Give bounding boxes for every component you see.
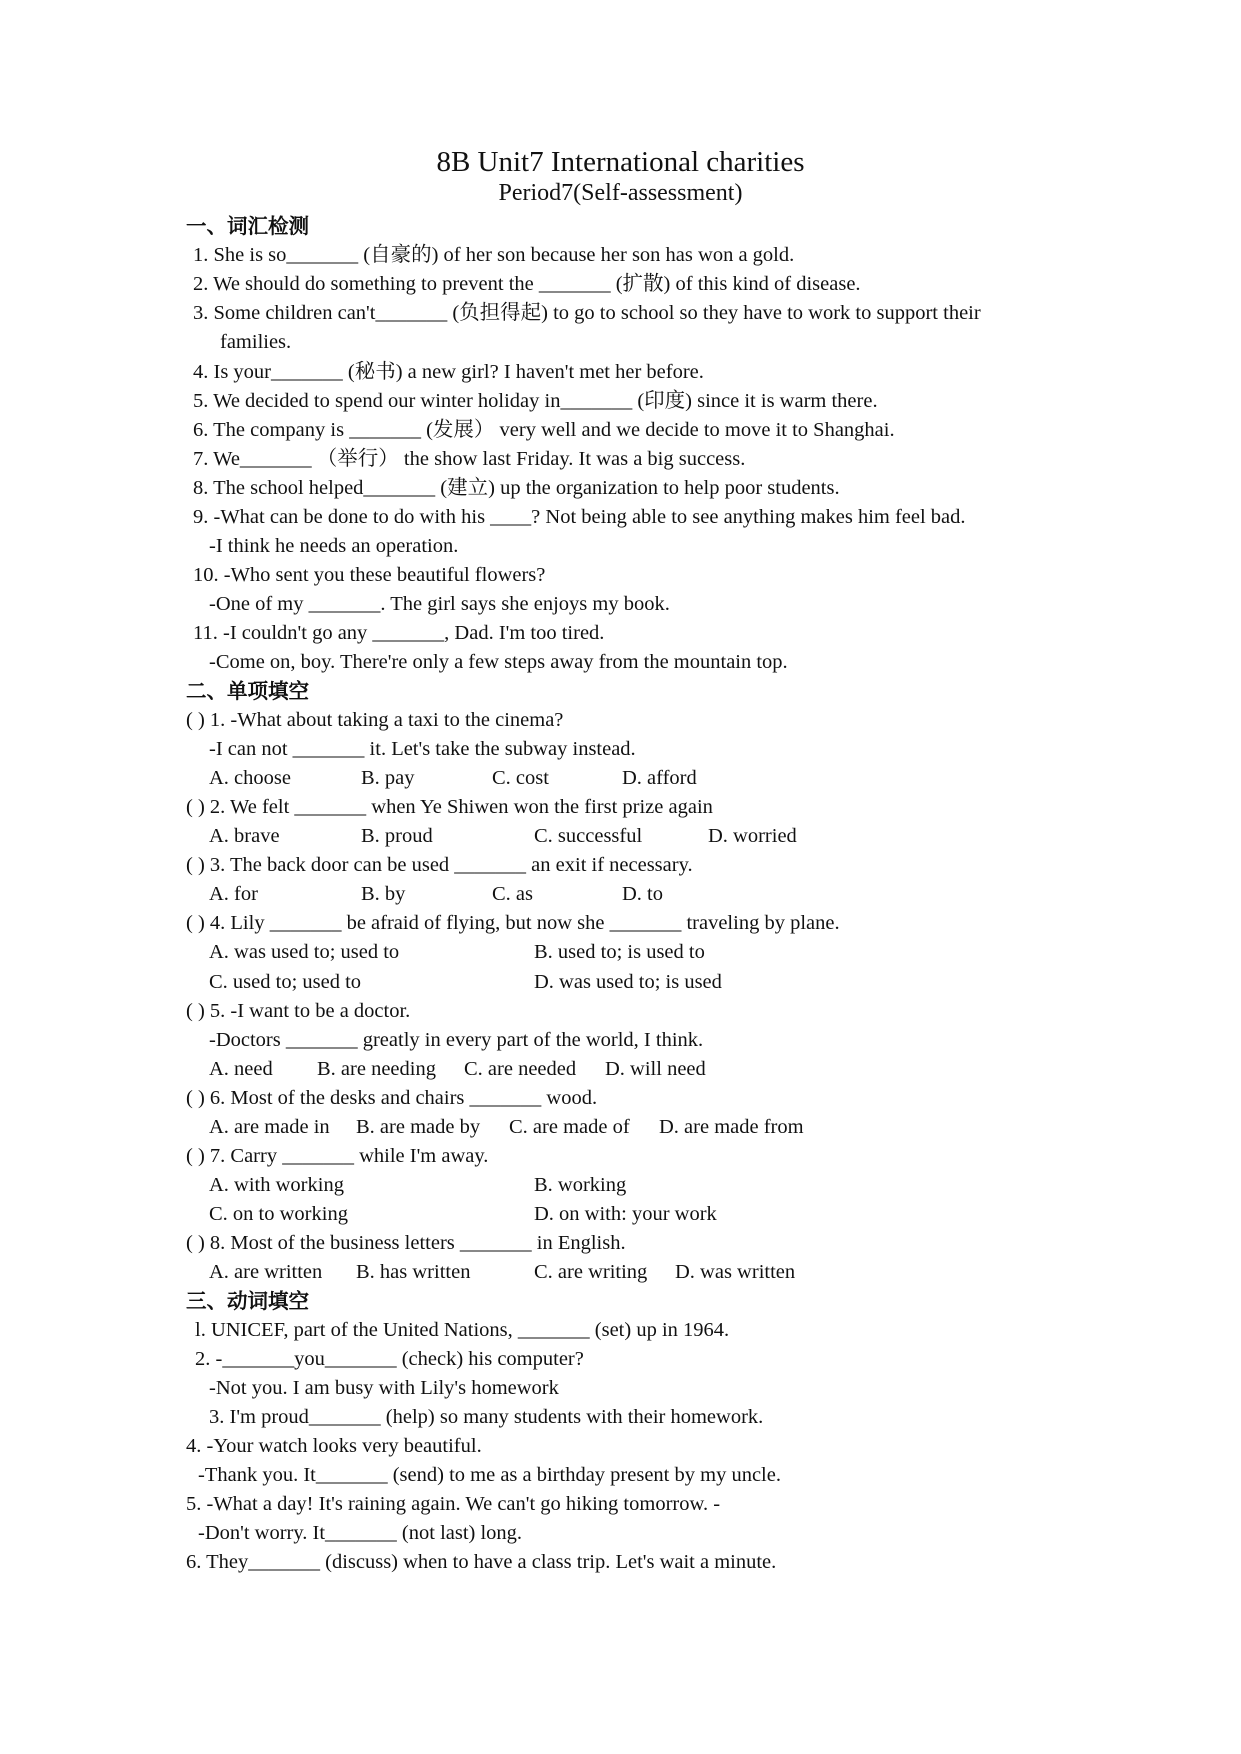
q8-option-a: A. are written [209, 1261, 323, 1283]
s1-line: 10. -Who sent you these beautiful flowers? [193, 564, 546, 586]
s3-line: 2. -_______you_______ (check) his computer? [195, 1348, 584, 1370]
q5-option-c: C. are needed [464, 1058, 577, 1080]
q7-stem: ( ) 7. Carry _______ while I'm away. [186, 1145, 489, 1167]
q4-option-d: D. was used to; is used [534, 971, 722, 993]
q6-option-c: C. are made of [509, 1116, 630, 1138]
s1-line: 5. We decided to spend our winter holiday in_______ (印度) since it is warm there. [193, 390, 878, 412]
s1-line: 7. We_______ （举行） the show last Friday. It was a big success. [193, 448, 746, 470]
page-title: 8B Unit7 International charities [436, 146, 805, 178]
q6-stem: ( ) 6. Most of the desks and chairs _______ wood. [186, 1087, 598, 1109]
q6-option-a: A. are made in [209, 1116, 330, 1138]
q1-option-a: A. choose [209, 767, 291, 789]
q1-stem2: -I can not _______ it. Let's take the subway instead. [209, 738, 636, 760]
q4-stem: ( ) 4. Lily _______ be afraid of flying, but now she _______ traveling by plane. [186, 912, 840, 934]
q7-option-a: A. with working [209, 1174, 344, 1196]
s1-line: -Come on, boy. There're only a few steps away from the mountain top. [209, 651, 788, 673]
s3-line: -Don't worry. It_______ (not last) long. [198, 1522, 523, 1544]
q2-option-b: B. proud [361, 825, 433, 847]
q5-stem2: -Doctors _______ greatly in every part of the world, I think. [209, 1029, 704, 1051]
s1-line: 1. She is so_______ (自豪的) of her son because her son has won a gold. [193, 244, 795, 266]
s3-line: l. UNICEF, part of the United Nations, _______ (set) up in 1964. [195, 1319, 730, 1341]
s3-line: 6. They_______ (discuss) when to have a class trip. Let's wait a minute. [186, 1551, 777, 1573]
q2-option-d: D. worried [708, 825, 797, 847]
section1-heading: 一、词汇检测 [186, 214, 309, 238]
q7-option-b: B. working [534, 1174, 627, 1196]
q6-option-b: B. are made by [356, 1116, 481, 1138]
s1-line: 4. Is your_______ (秘书) a new girl? I haven't met her before. [193, 361, 704, 383]
q8-option-b: B. has written [356, 1261, 471, 1283]
q5-option-d: D. will need [605, 1058, 706, 1080]
s3-line: -Not you. I am busy with Lily's homework [209, 1377, 559, 1399]
q2-stem: ( ) 2. We felt _______ when Ye Shiwen won the first prize again [186, 796, 713, 818]
q5-option-b: B. are needing [317, 1058, 436, 1080]
s1-line: 8. The school helped_______ (建立) up the organization to help poor students. [193, 477, 840, 499]
q3-option-d: D. to [622, 883, 663, 905]
q4-option-a: A. was used to; used to [209, 941, 400, 963]
q7-option-c: C. on to working [209, 1203, 348, 1225]
q4-option-c: C. used to; used to [209, 971, 362, 993]
q8-option-c: C. are writing [534, 1261, 648, 1283]
s3-line: 5. -What a day! It's raining again. We can't go hiking tomorrow. - [186, 1493, 721, 1515]
q5-stem: ( ) 5. -I want to be a doctor. [186, 1000, 411, 1022]
s1-line: -I think he needs an operation. [209, 535, 459, 557]
q1-option-d: D. afford [622, 767, 697, 789]
s1-line: 11. -I couldn't go any _______, Dad. I'm too tired. [193, 622, 605, 644]
q8-option-d: D. was written [675, 1261, 796, 1283]
q4-option-b: B. used to; is used to [534, 941, 705, 963]
section3-heading: 三、动词填空 [186, 1289, 309, 1313]
section2-heading: 二、单项填空 [186, 679, 309, 703]
s1-line: 3. Some children can't_______ (负担得起) to go to school so they have to work to support their [193, 302, 981, 324]
q3-option-c: C. as [492, 883, 533, 905]
q6-option-d: D. are made from [659, 1116, 804, 1138]
q3-stem: ( ) 3. The back door can be used _______ an exit if necessary. [186, 854, 693, 876]
s1-line: 6. The company is _______ (发展） very well and we decide to move it to Shanghai. [193, 419, 895, 441]
q5-option-a: A. need [209, 1058, 273, 1080]
s1-line: -One of my _______. The girl says she enjoys my book. [209, 593, 670, 615]
page-subtitle: Period7(Self-assessment) [498, 180, 743, 206]
q3-option-a: A. for [209, 883, 258, 905]
q2-option-a: A. brave [209, 825, 280, 847]
q3-option-b: B. by [361, 883, 406, 905]
s3-line: 3. I'm proud_______ (help) so many students with their homework. [209, 1406, 764, 1428]
s1-line: 9. -What can be done to do with his ____? Not being able to see anything makes him feel bad. [193, 506, 966, 528]
q8-stem: ( ) 8. Most of the business letters _______ in English. [186, 1232, 626, 1254]
q1-option-c: C. cost [492, 767, 549, 789]
s1-line: families. [220, 331, 292, 353]
s1-line: 2. We should do something to prevent the _______ (扩散) of this kind of disease. [193, 273, 861, 295]
q1-option-b: B. pay [361, 767, 415, 789]
q1-stem: ( ) 1. -What about taking a taxi to the cinema? [186, 709, 564, 731]
q2-option-c: C. successful [534, 825, 643, 847]
s3-line: -Thank you. It_______ (send) to me as a birthday present by my uncle. [198, 1464, 781, 1486]
q7-option-d: D. on with: your work [534, 1203, 717, 1225]
s3-line: 4. -Your watch looks very beautiful. [186, 1435, 482, 1457]
